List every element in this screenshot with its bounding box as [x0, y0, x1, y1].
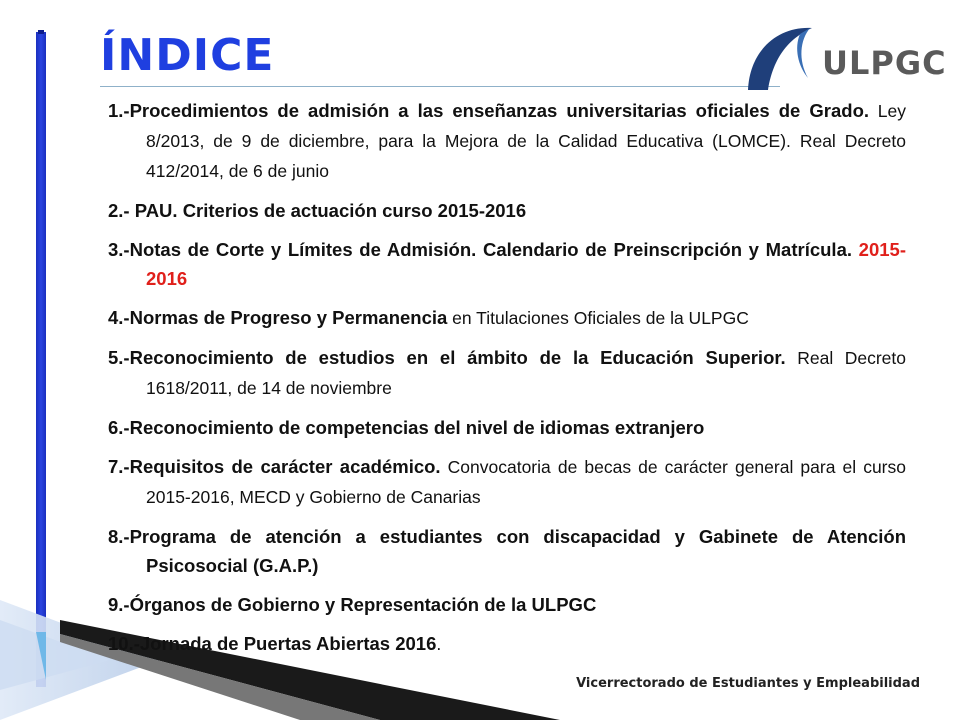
index-item-3[interactable]: 3.-Notas de Corte y Límites de Admisión. Calendario de Preinscripción y Matrícula. 2015-2016 — [108, 239, 906, 289]
title-divider — [100, 86, 780, 87]
index-item-9[interactable]: 9.-Órganos de Gobierno y Representación de la ULPGC — [108, 594, 597, 615]
index-list — [108, 96, 906, 669]
index-item-6[interactable]: 6.-Reconocimiento de competencias del nivel de idiomas extranjero — [108, 417, 705, 438]
index-item-8[interactable]: 8.-Programa de atención a estudiantes con discapacidad y Gabinete de Atención Psicosocial (G.A.P.) — [108, 526, 906, 576]
index-item-5[interactable]: 5.-Reconocimiento de estudios en el ámbito de la Educación Superior. Real Decreto 1618/2011, de 14 de noviembre — [108, 347, 906, 398]
page-title: ÍNDICE — [100, 30, 275, 81]
left-accent-bar-cap — [38, 30, 44, 34]
index-item-7[interactable]: 7.-Requisitos de carácter académico. Convocatoria de becas de carácter general para el curso 2015-2016, MECD y Gobierno de Canarias — [108, 456, 906, 507]
logo-text: ULPGC — [822, 44, 947, 82]
index-item-10[interactable]: 10.-Jornada de Puertas Abiertas 2016. — [108, 633, 442, 654]
footer-department: Vicerrectorado de Estudiantes y Empleabilidad — [576, 676, 920, 691]
index-item-1[interactable]: 1.-Procedimientos de admisión a las enseñanzas universitarias oficiales de Grado. Ley 8/2013, de 9 de diciembre, para la Mejora de la Calidad Educativa (LOMCE). Real Decreto 412/2014, de 6 de junio — [108, 100, 906, 181]
index-item-2[interactable]: 2.- PAU. Criterios de actuación curso 2015-2016 — [108, 200, 527, 221]
index-item-4[interactable]: 4.-Normas de Progreso y Permanencia en Titulaciones Oficiales de la ULPGC — [108, 307, 749, 328]
